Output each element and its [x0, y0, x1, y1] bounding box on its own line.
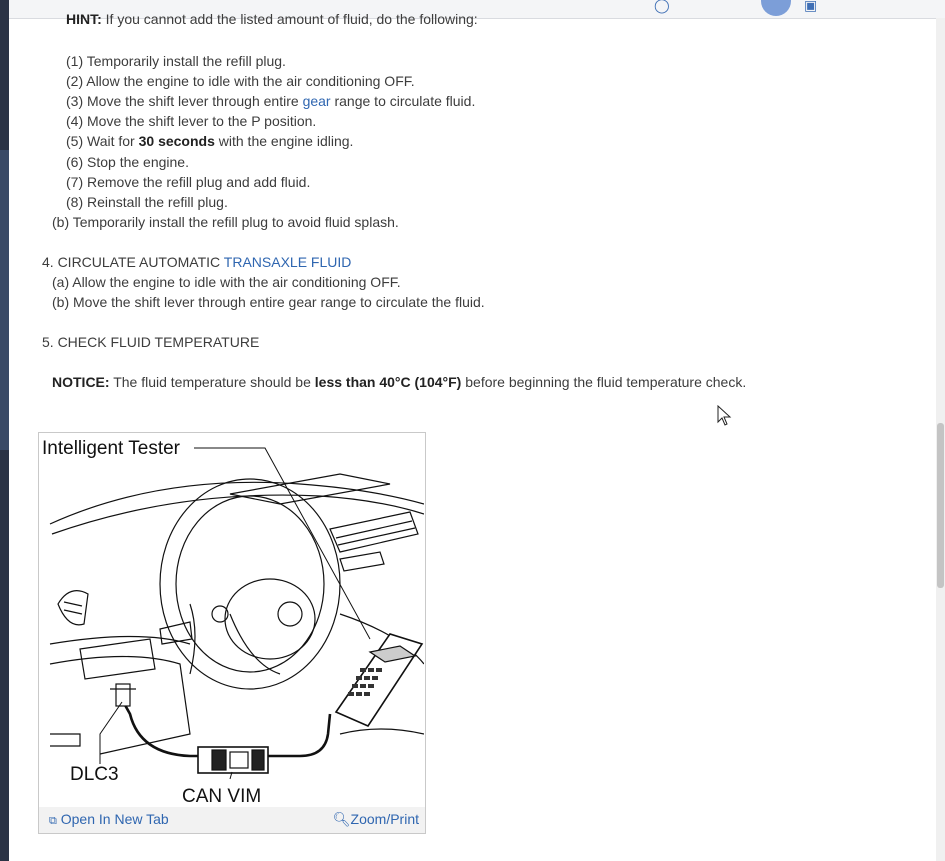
gear-link[interactable]: gear — [302, 93, 331, 109]
open-in-new-tab-label: Open In New Tab — [60, 811, 169, 827]
hint-step-4: (4) Move the shift lever to the P position. — [66, 113, 317, 129]
dashboard-illustration[interactable] — [40, 434, 424, 806]
hint-step-3-text: (3) Move the shift lever through entire — [66, 93, 303, 109]
avatar[interactable] — [761, 0, 791, 16]
notice-line — [52, 373, 746, 391]
page-scrollbar[interactable] — [936, 18, 945, 861]
notice-text: The fluid temperature should be — [109, 374, 315, 390]
hint-step-5-tail: with the engine idling. — [214, 133, 354, 149]
hint-step-8: (8) Reinstall the refill plug. — [66, 194, 228, 210]
zoom-icon: 🔍︎ — [332, 811, 351, 827]
open-new-tab-icon: ⧉ — [49, 815, 57, 827]
section-4-prefix: 4. CIRCULATE AUTOMATIC — [42, 254, 224, 270]
hint-step-7: (7) Remove the refill plug and add fluid. — [66, 174, 311, 190]
hint-step-5 — [66, 132, 353, 150]
scrollbar-thumb[interactable] — [937, 423, 944, 588]
open-in-new-tab-link[interactable] — [49, 811, 169, 828]
comment-icon[interactable]: ◯ — [654, 0, 670, 13]
hint-step-3 — [66, 92, 475, 110]
hint-text: If you cannot add the listed amount of fluid, do the following: — [101, 11, 478, 27]
label-dlc3: DLC3 — [70, 764, 119, 785]
window-edge-accent — [0, 150, 9, 450]
mouse-cursor-icon — [717, 405, 733, 427]
add-bookmark-icon[interactable]: ▣ — [804, 0, 818, 13]
zoom-print-link[interactable] — [333, 811, 419, 828]
label-can-vim: CAN VIM — [182, 786, 262, 806]
section-4-b: (b) Move the shift lever through entire gear range to circulate the fluid. — [52, 294, 485, 310]
tester-figure — [38, 432, 426, 834]
notice-tail: before beginning the fluid temperature check. — [461, 374, 747, 390]
notice-bold: less than 40°C (104°F) — [314, 374, 462, 390]
hint-step-5-text: (5) Wait for — [66, 133, 139, 149]
section-4-a: (a) Allow the engine to idle with the air conditioning OFF. — [52, 274, 401, 290]
hint-step-5-bold: 30 seconds — [138, 133, 215, 149]
window-left-edge — [0, 0, 9, 861]
notice-label: NOTICE: — [52, 374, 110, 390]
hint-step-1: (1) Temporarily install the refill plug. — [66, 53, 286, 69]
hint-label: HINT: — [66, 11, 102, 27]
label-intelligent-tester: Intelligent Tester — [42, 438, 181, 459]
section-5-title: 5. CHECK FLUID TEMPERATURE — [42, 334, 260, 350]
section-4-title — [42, 253, 351, 271]
figure-footer — [39, 807, 425, 833]
hint-step-6: (6) Stop the engine. — [66, 154, 189, 170]
hint-sub-b: (b) Temporarily install the refill plug to avoid fluid splash. — [52, 214, 399, 230]
transaxle-fluid-link[interactable]: TRANSAXLE FLUID — [223, 254, 352, 270]
zoom-print-label: Zoom/Print — [350, 811, 419, 827]
hint-step-2: (2) Allow the engine to idle with the air conditioning OFF. — [66, 73, 415, 89]
hint-step-3-tail: range to circulate fluid. — [330, 93, 476, 109]
hint-line — [66, 10, 478, 28]
